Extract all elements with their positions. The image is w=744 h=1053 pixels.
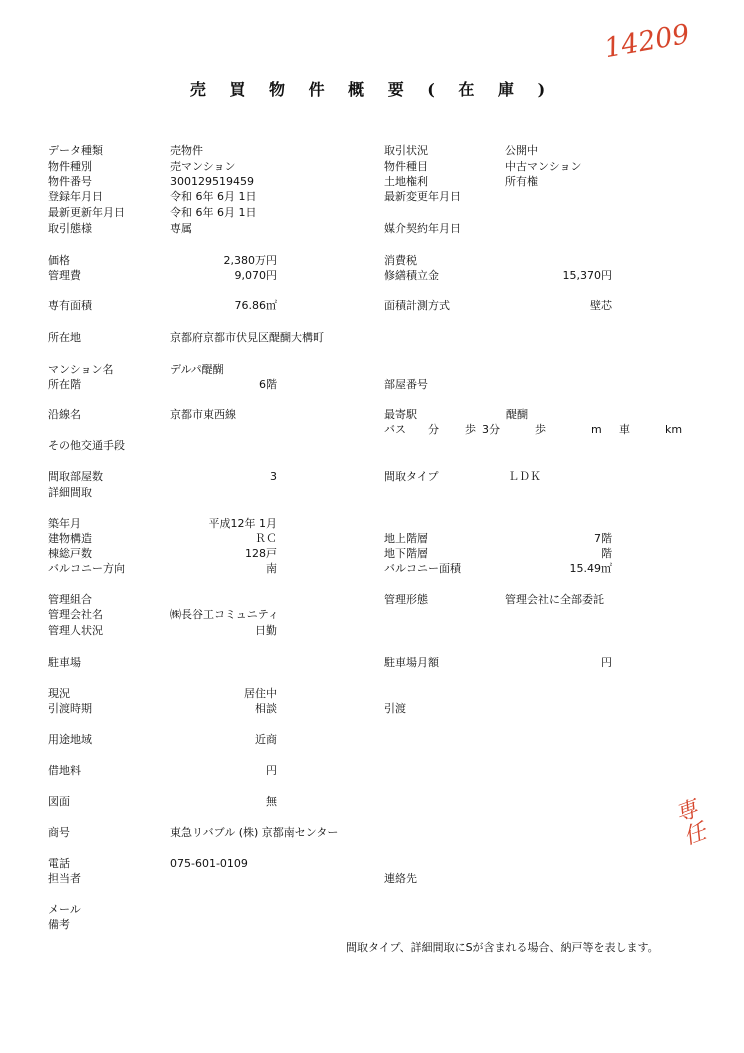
field-label: 建物構造 <box>48 532 92 545</box>
access-item: m <box>591 423 602 436</box>
field-value: 京都市東西線 <box>170 408 236 421</box>
field-value: 醍醐 <box>506 408 528 421</box>
field-value: 2,380万円 <box>223 254 277 267</box>
field-value: 管理会社に全部委託 <box>505 593 604 606</box>
field-label: 棟総戸数 <box>48 547 92 560</box>
field-label: 部屋番号 <box>384 378 428 391</box>
field-value: 075-601-0109 <box>170 857 248 870</box>
footnote: 間取タイプ、詳細間取にSが含まれる場合、納戸等を表します。 <box>346 941 659 954</box>
field-value: 128戸 <box>245 547 277 560</box>
field-label: 価格 <box>48 254 70 267</box>
field-label: 地上階層 <box>384 532 428 545</box>
access-item: バス <box>384 423 406 436</box>
handwritten-number: 14209 <box>601 18 692 65</box>
field-value: 相談 <box>255 702 277 715</box>
field-value: 15,370円 <box>562 269 612 282</box>
field-value: ㈱長谷工コミュニティ <box>170 608 279 621</box>
field-label: 物件番号 <box>48 175 92 188</box>
field-label: 修繕積立金 <box>384 269 439 282</box>
field-value: 300129519459 <box>170 175 254 188</box>
field-label: 物件種別 <box>48 160 92 173</box>
field-value: 専属 <box>170 222 192 235</box>
field-label: データ種類 <box>48 144 103 157</box>
field-value: 9,070円 <box>234 269 277 282</box>
access-item: km <box>665 423 683 436</box>
field-label: 所在階 <box>48 378 81 391</box>
field-value: 15.49㎡ <box>569 562 612 575</box>
field-label: 用途地域 <box>48 733 92 746</box>
field-label: 専有面積 <box>48 299 92 312</box>
field-value: 京都府京都市伏見区醍醐大構町 <box>170 331 324 344</box>
field-value: ＲＣ <box>255 532 277 545</box>
field-label: 媒介契約年月日 <box>384 222 461 235</box>
field-label: 取引態様 <box>48 222 92 235</box>
field-value: ＬＤＫ <box>508 470 541 483</box>
field-value: デルパ醍醐 <box>170 363 224 376</box>
field-label: 間取タイプ <box>384 470 439 483</box>
field-value: 売マンション <box>170 160 236 173</box>
field-label: 管理費 <box>48 269 81 282</box>
field-label: 商号 <box>48 826 70 839</box>
field-label: 連絡先 <box>384 872 417 885</box>
field-label: 地下階層 <box>384 547 428 560</box>
field-value: 公開中 <box>505 144 538 157</box>
page-title: 売 買 物 件 概 要 ( 在 庫 ) <box>189 80 555 99</box>
access-item: 車 <box>619 423 630 436</box>
access-item: 3分 <box>482 423 500 436</box>
field-label: 詳細間取 <box>48 486 92 499</box>
field-label: 図面 <box>48 795 70 808</box>
field-label: 借地料 <box>48 764 81 777</box>
field-value: 無 <box>266 795 277 808</box>
field-value: 7階 <box>594 532 612 545</box>
field-label: 現況 <box>48 687 70 700</box>
field-label: 担当者 <box>48 872 81 885</box>
access-item: 歩 <box>535 423 546 436</box>
field-label: 備考 <box>48 918 70 931</box>
field-label: その他交通手段 <box>48 439 125 452</box>
field-value: 6階 <box>259 378 277 391</box>
field-value: 中古マンション <box>505 160 582 173</box>
handwritten-mark-text: 専 任 <box>672 796 710 851</box>
field-label: 駐車場 <box>48 656 81 669</box>
field-value: 3 <box>270 470 277 483</box>
field-value: 南 <box>266 562 277 575</box>
access-item: 分 <box>428 423 439 436</box>
field-label: 駐車場月額 <box>384 656 439 669</box>
field-label: 所在地 <box>48 331 81 344</box>
field-label: 引渡 <box>384 702 406 715</box>
field-value: 円 <box>601 656 612 669</box>
field-value: 近商 <box>255 733 277 746</box>
field-value: 令和 6年 6月 1日 <box>170 190 257 203</box>
field-label: 管理人状況 <box>48 624 103 637</box>
field-value: 東急リバブル (株) 京都南センター <box>170 826 339 839</box>
field-value: 平成12年 1月 <box>208 517 277 530</box>
handwritten-mark <box>672 798 709 851</box>
access-item: 歩 <box>465 423 476 436</box>
field-label: メール <box>48 903 81 916</box>
field-label: 引渡時期 <box>48 702 92 715</box>
field-label: 管理形態 <box>384 593 428 606</box>
field-label: 沿線名 <box>48 408 81 421</box>
field-label: 消費税 <box>384 254 417 267</box>
field-label: 築年月 <box>48 517 81 530</box>
field-label: 管理組合 <box>48 593 92 606</box>
field-value: 売物件 <box>170 144 203 157</box>
field-label: 面積計測方式 <box>384 299 450 312</box>
field-label: 最新更新年月日 <box>48 206 125 219</box>
field-label: 登録年月日 <box>48 190 103 203</box>
field-value: 日勤 <box>255 624 277 637</box>
field-label: 土地権利 <box>384 175 428 188</box>
field-value: 76.86㎡ <box>234 299 277 312</box>
field-label: 最寄駅 <box>384 408 417 421</box>
field-value: 所有権 <box>505 175 538 188</box>
field-label: バルコニー方向 <box>48 562 125 575</box>
field-label: 電話 <box>48 857 70 870</box>
field-label: 間取部屋数 <box>48 470 103 483</box>
field-value: 円 <box>266 764 277 777</box>
field-value: 令和 6年 6月 1日 <box>170 206 257 219</box>
field-value: 壁芯 <box>590 299 612 312</box>
field-label: 管理会社名 <box>48 608 103 621</box>
field-label: 物件種目 <box>384 160 428 173</box>
field-label: バルコニー面積 <box>384 562 461 575</box>
field-label: 取引状況 <box>384 144 428 157</box>
field-label: 最新変更年月日 <box>384 190 461 203</box>
field-value: 階 <box>601 547 612 560</box>
field-value: 居住中 <box>244 687 277 700</box>
field-label: マンション名 <box>48 363 114 376</box>
